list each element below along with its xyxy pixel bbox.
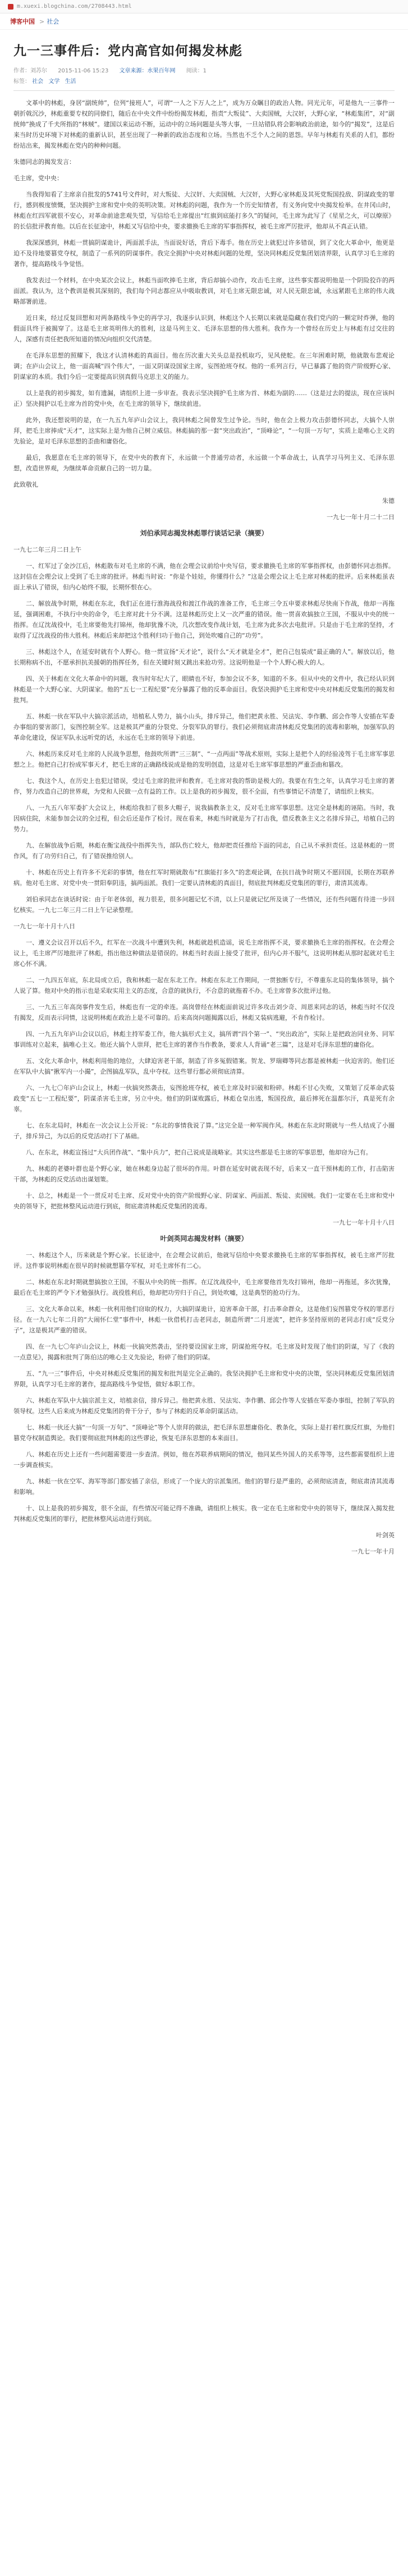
article-paragraph: 四、关于林彪在文化大革命中的问题，我当时年纪大了，眼睛也不好，参加会议不多，知道的不多。但从中央的文件中，我已经认识到林彪是一个大野心家、大阴谋家。他的“五七一工程纪要”充分暴露了他的反革命面目。我坚决拥护毛主席和党中央对林彪反党集团的揭发和批判。 bbox=[13, 675, 395, 704]
article-paragraph: 刘伯承同志在谈话时说：由于年老体弱，视力很差，很多问题记忆不清，以上只是就记忆所及谈了一些情况，还有些问题有待进一步回忆核实。一九七二年三月二日上午记录整理。 bbox=[13, 895, 395, 914]
article-paragraph: 八、一九五八年军委扩大会议上，林彪给我扣了很多大帽子，说我搞教条主义，反对毛主席军事思想。这完全是林彪的诬陷。当时，我因病住院，未能参加会议的全过程，但会后还是作了检讨。现在看来，林彪当时就是为了打击我，借反教条主义之名排斥异己，培植自己的势力。 bbox=[13, 804, 395, 833]
article-paragraph: 叶剑英 bbox=[376, 1531, 395, 1539]
article-paragraph: 九、林彪的老婆叶群也是个野心家，她在林彪身边起了很坏的作用。叶群在延安时就表现不好，后来又一直干预林彪的工作，打击陷害干部，为林彪的反党活动出谋划策。 bbox=[13, 1165, 395, 1183]
article-tags bbox=[13, 76, 395, 85]
article-paragraph: 六、一九七〇年庐山会议上，林彪一伙搞突然袭击，妄图抢班夺权，被毛主席及时识破和粉碎。林彪不甘心失败，又策划了反革命武装政变“五七一工程纪要”，阴谋杀害毛主席，另立中央。他们的阴谋败露后，林彪仓皇出逃，叛国投敌，最后摔死在温都尔汗，真是死有余辜。 bbox=[13, 1084, 395, 1113]
article-paragraph: 六、林彪历来反对毛主席的人民战争思想，他鼓吹所谓“三三制”、“一点两面”等战术原则，实际上是把个人的经验凌驾于毛主席军事思想之上。他把自己打扮成军事天才，把毛主席的正确路线说成是他的发明创造，这是对毛主席军事思想的严重歪曲和篡改。 bbox=[13, 750, 395, 768]
article-title: 九一三事件后：党内高官如何揭发林彪 bbox=[13, 44, 242, 58]
article-paragraph: 我发表过一个材料，在中央某次会议上，林彪当面吹捧毛主席，背后却搞小动作，攻击毛主席，这些事实都说明他是一个阴险狡诈的两面派。我认为，这个教训是极其深刻的，我们每个同志都应从中吸取教训，对毛主席无限忠诚，对人民无限忠诚，永远紧跟毛主席的伟大战略部署前进。 bbox=[13, 276, 395, 305]
article-paragraph: 六、林彪在军队中大搞宗派主义，培植亲信，排斥异己。他把黄永胜、吴法宪、李作鹏、邱会作等人安插在军委办事组，控制了军队的领导权。这些人后来成为林彪反党集团的骨干分子，参与了林彪的反革命阴谋活动。 bbox=[13, 1396, 395, 1415]
article-paragraph: 十、林彪在历史上有许多不光彩的事情，他在红军时期就散布“红旗能打多久”的悲观论调，在抗日战争时期又不愿回国，长期在苏联养病。他对毛主席、对党中央一贯阳奉阴违，搞两面派。我们一定要认清林彪的真面目，彻底批判林彪反党集团的罪行，肃清其流毒。 bbox=[13, 868, 395, 887]
article-paragraph: 二、一九四五年底，东北局成立后，我和林彪一起在东北工作。林彪在东北工作期间，一贯独断专行，不尊重东北局的集体领导，搞个人说了算。他对中央的指示也是采取实用主义的态度，合意的就执行，不合意的就拖着不办。毛主席曾多次批评过他。 bbox=[13, 976, 395, 994]
article-paragraph: 一九七一年十月二十二日 bbox=[327, 513, 395, 521]
article-body bbox=[13, 98, 395, 1557]
article-paragraph: 十、总之，林彪是一个一贯反对毛主席、反对党中央的资产阶级野心家、阴谋家、两面派、叛徒、卖国贼。我们一定要在毛主席和党中央的领导下，把批林整风运动进行到底，彻底肃清林彪反党集团的流毒。 bbox=[13, 1191, 395, 1210]
article-paragraph: 七、在东北局时，林彪在一次会议上公开说：“东北的事情我说了算。”这完全是一种军阀作风。林彪在东北时期就与一些人结成了小圈子，排斥异己，为以后的反党活动打下了基础。 bbox=[13, 1121, 395, 1140]
article-paragraph: 四、在一九七〇年庐山会议上，林彪一伙搞突然袭击，坚持要设国家主席，阴谋抢班夺权。毛主席及时发现了他们的阴谋，写了《我的一点意见》，揭露和批判了陈伯达的唯心主义先验论，粉碎了他们的阴谋。 bbox=[13, 1342, 395, 1361]
article-paragraph: 在毛泽东思想的照耀下，我这才认清林彪的真面目。他在历次重大关头总是投机取巧，见风使舵。在三年困难时期，他就散布悲观论调；在庐山会议上，他一面高喊“四个伟大”，一面又阴谋设国家主席，妄图抢班夺权。他的一系列言行，早已暴露了他的资产阶级野心家、阴谋家的本质。我们今后一定要提高识别真假马克思主义的能力。 bbox=[13, 351, 395, 381]
tag-link[interactable]: 生活 bbox=[65, 78, 76, 85]
article-paragraph: 一九七一年十月十八日 bbox=[13, 922, 75, 930]
article-meta bbox=[13, 66, 395, 74]
article-paragraph: 五、文化大革命中，林彪利用他的地位，大肆迫害老干部，制造了许多冤假错案。贺龙、罗瑞卿等同志都是被林彪一伙迫害的。他们还在军队中大搞“揪军内一小撮”，企图搞乱军队，乱中夺权。这些罪行都必须彻底清算。 bbox=[13, 1057, 395, 1075]
divider bbox=[13, 90, 395, 91]
article-paragraph: 一九七二年三月二日上午 bbox=[13, 546, 81, 553]
article-paragraph: 四、一九五九年庐山会议以后，林彪主持军委工作，他大搞形式主义，搞所谓“四个第一”、“突出政治”，实际上是把政治同业务、同军事训练对立起来，搞唯心主义。他还大搞个人崇拜，把毛主席的著作当作教条，要求人人背诵“老三篇”，这是对毛泽东思想的庸俗化。 bbox=[13, 1030, 395, 1048]
article-paragraph: 一、林彪这个人，历来就是个野心家。长征途中，在会理会议前后，他就写信给中央要求撤换毛主席的军事指挥权，被毛主席严厉批评。这件事说明林彪在很早的时候就想篡夺军权，对毛主席怀有二心。 bbox=[13, 1251, 395, 1269]
url-text[interactable]: m.xuexi.blogchina.com/2708443.html bbox=[17, 3, 132, 10]
article-paragraph: 三、林彪这个人，在延安时就有个人野心。他一贯宣扬“天才论”，说什么“天才就是全才”，把自己包装成“最正确的人”。解放以后，他长期称病不出，不愿承担抗美援朝的指挥任务，但在关键时刻又跳出来抢功劳。这说明他是一个个人野心极大的人。 bbox=[13, 648, 395, 666]
article-paragraph: 朱德同志的揭发发言： bbox=[13, 158, 75, 166]
article-paragraph: 一、遵义会议召开以后不久，红军在一次战斗中遭到失利，林彪就趁机造谣，说毛主席指挥不灵，要求撤换毛主席的指挥权。在会理会议上，毛主席严厉地批评了林彪，指出他这种做法是错误的。林彪当时表面上接受了批评，但内心并不服气，这说明林彪从那时起就对毛主席心怀不满。 bbox=[13, 938, 395, 968]
article-paragraph: 九、在解放战争后期，林彪在衡宝战役中指挥失当，部队伤亡较大，他却把责任推给下面的同志，自己从不承担责任。这是林彪的一贯作风，有了功劳归自己，有了错误推给别人。 bbox=[13, 841, 395, 860]
article-paragraph: 三、文化大革命以来，林彪一伙利用他们窃取的权力，大搞阴谋诡计，迫害革命干部，打击革命群众，这是他们妄图篡党夺权的罪恶行径。在一九六七年二月的“大闹怀仁堂”事件中，林彪一伙借机打击老同志，制造所谓“二月逆流”，把许多坚持原则的老同志打成“反党分子”，这是极其严重的错误。 bbox=[13, 1305, 395, 1334]
article-paragraph: 一九七一年十月十八日 bbox=[333, 1218, 395, 1226]
article-paragraph: 一九七一年十月 bbox=[351, 1547, 395, 1555]
article-paragraph: 十、以上是我的初步揭发，很不全面，有些情况可能记得不准确，请组织上核实。我一定在毛主席和党中央的领导下，继续深入揭发批判林彪反党集团的罪行，把批林整风运动进行到底。 bbox=[13, 1504, 395, 1523]
article-paragraph: 二、解放战争时期，林彪在东北，我们正在进行淮海战役和渡江作战的准备工作，毛主席三令五申要求林彪尽快南下作战，他却一再拖延，强调困难，不执行中央的命令，毛主席对此十分不满。这是林彪历史上又一次严重的错误。他一贯喜欢搞独立王国，不服从中央的统一指挥。在辽沈战役中，毛主席要他先打锦州，他却犹豫不决，几次想改变作战计划，毛主席为此多次去电批评。只是由于毛主席的坚持，才取得了辽沈战役的伟大胜利。林彪后来却把这个胜利归功于他自己，到处吹嘘自己的“功劳”。 bbox=[13, 599, 395, 639]
article-paragraph: 七、我这个人，在历史上也犯过错误，受过毛主席的批评和教育。毛主席对我的帮助是极大的。我要在有生之年，认真学习毛主席的著作，努力改造自己的世界观，为党和人民做一点有益的工作。以上是我的初步揭发，很不全面，有些事情记不清楚了，请组织上核实。 bbox=[13, 777, 395, 795]
tag-link[interactable]: 社会 bbox=[32, 78, 44, 85]
article-paragraph: 一、红军过了金沙江后，林彪散布对毛主席的不满，他在会理会议前给中央写信，要求撤换毛主席的军事指挥权，由彭德怀同志指挥。这封信在会理会议上受到了毛主席的批评。林彪当时说：“你是个娃娃，你懂得什么？”这是会理会议上毛主席对林彪的批评。后来林彪虽表面上承认了错误，但内心始终不服，长期怀恨在心。 bbox=[13, 562, 395, 591]
article-paragraph: 毛主席，党中央： bbox=[13, 174, 63, 182]
article-paragraph: 此外，我还想说明的是，在一九五九年庐山会议上，我同林彪之间曾发生过争论。当时，他在会上极力攻击彭德怀同志，大搞个人崇拜，把毛主席捧成“天才”，这实际上是为他自己树立威信。林彪搞的那一套“突出政治”，“顶峰论”，“一句顶一万句”，实质上是唯心主义的先验论，是对毛泽东思想的歪曲和庸俗化。 bbox=[13, 416, 395, 445]
section-heading: 刘伯承同志揭发林彪罪行谈话记录（摘要） bbox=[140, 529, 268, 537]
tags-label: 标签： bbox=[13, 78, 30, 85]
site-logo-link[interactable]: 博客中国 bbox=[10, 18, 35, 25]
tag-link[interactable]: 文学 bbox=[48, 78, 60, 85]
section-heading: 叶剑英同志揭发材料（摘要） bbox=[160, 1234, 248, 1243]
breadcrumb-separator: > bbox=[39, 17, 45, 25]
article-reads: 阅读：1 bbox=[186, 67, 207, 74]
article-paragraph: 八、在东北，林彪宣扬过“大兵团作战”、“集中兵力”，把自己说成是战略家。其实这些都是毛主席的军事思想，他却窃为己有。 bbox=[26, 1148, 372, 1156]
breadcrumb-category-link[interactable]: 社会 bbox=[47, 18, 59, 25]
site-favicon-icon bbox=[8, 4, 13, 10]
article-paragraph: 八、林彪在历史上还有一些问题需要进一步查清。例如，他在苏联养病期间的情况，他同某些外国人的关系等等，这些都需要组织上进一步调查核实。 bbox=[13, 1450, 395, 1469]
article-paragraph: 三、一九五三年高岗事件发生后，林彪也有一定的牵连。高岗曾经在林彪面前说过许多攻击刘少奇、周恩来同志的话，林彪当时不仅没有揭发，反而表示同情，这说明林彪在政治上是不可靠的。后来高岗问题揭露以后，林彪又装病逃避，不肯作检讨。 bbox=[13, 1003, 395, 1021]
article-paragraph: 二、林彪在东北时期就想搞独立王国，不服从中央的统一指挥。在辽沈战役中，毛主席要他首先攻打锦州，他却一再拖延，多次犹豫，最后在毛主席的严令下才勉强执行。战役胜利后，他却把功劳归于自己，到处吹嘘，这是典型的抢功行为。 bbox=[13, 1278, 395, 1296]
article-container bbox=[0, 30, 408, 1557]
article-paragraph: 以上是我的初步揭发，如有遗漏，请组织上进一步审查。我表示坚决拥护毛主席为首、林彪为副的……（这是过去的提法，现在应该纠正）坚决拥护以毛主席为首的党中央，在毛主席的领导下，继续前进。 bbox=[13, 389, 395, 407]
browser-address-bar[interactable] bbox=[0, 0, 408, 13]
article-date: 2015-11-06 15:23 bbox=[58, 67, 109, 74]
article-source-link[interactable]: 文章来源：水果百年网 bbox=[119, 67, 176, 74]
article-paragraph: 七、林彪一伙还大搞“一句顶一万句”、“顶峰论”等个人崇拜的做法，把毛泽东思想庸俗化、教条化，实际上是打着红旗反红旗，为他们篡党夺权制造舆论。我们要彻底批判林彪的这些谬论，恢复毛泽东思想的本来面目。 bbox=[13, 1423, 395, 1442]
article-paragraph: 朱德 bbox=[382, 497, 395, 505]
article-paragraph: 我深深感到，林彪一贯搞阴谋诡计，两面派手法，当面说好话，背后下毒手。他在历史上就犯过许多错误，到了文化大革命中，他更是迫不及待地要篡党夺权，制造了一系列的阴谋事件。我完全拥护中央对林彪问题的处理，坚决同林彪反党集团划清界限，认真学习毛主席的著作，提高路线斗争觉悟。 bbox=[13, 239, 395, 268]
article-paragraph: 当我得知看了主席亲自批发的5741号文件时，对大叛徒、大汉奸、大卖国贼、大汉奸，大野心家林彪及其死党叛国投敌、阴谋政变的罪行，感到极度愤慨，坚决拥护主席和党中央的英明决策。对林彪的问题，我作为一个历史知情者，有义务向党中央揭发检举。在井冈山时，林彪在红四军就很不安心，对革命前途悲观失望，写信给毛主席提出“红旗到底能打多久”的疑问，毛主席为此写了《星星之火，可以燎原》的长信批评教育他。以后在长征途中，林彪又写信给中央，要求撤换毛主席的军事指挥权，被毛主席严厉批评，他却从不真正认错。 bbox=[13, 190, 395, 230]
article-paragraph: 文革中的林彪，身居“副统帅”，位列“接班人”，可谓“一人之下万人之上”，成为万众瞩目的政治人物。同光元年，可是他九一三事件一朝折戟沉沙，林彪重要专权的同僚们，随后在中央文件中纷纷揭发林彪，指责“大叛徒”、大卖国贼，大汉奸，大野心家，“林彪集团”，对“副统帅”换成了千夫所指的“林贼”。建国以来运动不断，运动中的立场问题是头等大事，一旦站错队将会影响政治前途，如今的“揭发”，这是后来当时历史环境下对林彪的重新认识，甚至出现了一种新的政治态度和立场。当然也不乏个人之间的恩怨。早年与林彪有关系的人们，都纷纷站出来，揭发林彪在党内的种种问题。 bbox=[13, 99, 395, 149]
article-paragraph: 最后，我愿意在毛主席的领导下，在党中央的教育下，永远做一个普通劳动者，永远做一个革命战士，认真学习马列主义、毛泽东思想，改造世界观，为继续革命贡献自己的一切力量。 bbox=[13, 453, 395, 472]
article-paragraph: 五、林彪一伙在军队中大搞宗派活动，培植私人势力，搞小山头，排斥异己，他们把黄永胜、吴法宪、李作鹏、邱会作等人安插在军委办事组的要害部门，妄图控制全军。这是极其严重的分裂党、分裂军队的罪行。我们必须彻底肃清林彪反党集团的流毒和影响，加强军队的革命化建设，保证军队永远听党的话，永远在毛主席的领导下前进。 bbox=[13, 712, 395, 741]
article-paragraph: 此致敬礼 bbox=[13, 480, 38, 488]
article-paragraph: 九、林彪一伙在空军、海军等部门都安插了亲信，形成了一个庞大的宗派集团。他们的罪行是严重的，必须彻底清查，彻底肃清其流毒和影响。 bbox=[13, 1477, 395, 1496]
article-paragraph: 近日来，经过反复回想和对两条路线斗争史的再学习，我逐步认识到，林彪这个人长期以来就是隐藏在我们党内的一颗定时炸弹，他的假面具终于被揭穿了。这是毛主席英明伟大的胜利，这是马列主义、毛泽东思想的伟大胜利。我作为一个曾经在历史上与林彪有过交往的人，深感有责任把我所知道的情况向组织交代清楚。 bbox=[13, 314, 395, 343]
breadcrumb bbox=[0, 13, 408, 30]
article-author: 作者：刘苏尔 bbox=[13, 67, 47, 74]
article-paragraph: 五、“九一三”事件后，中央对林彪反党集团的揭发和批判是完全正确的。我坚决拥护毛主席和党中央的决策，坚决同林彪反党集团划清界限，认真学习毛主席的著作，提高路线斗争觉悟，做好本职工作。 bbox=[13, 1369, 395, 1388]
